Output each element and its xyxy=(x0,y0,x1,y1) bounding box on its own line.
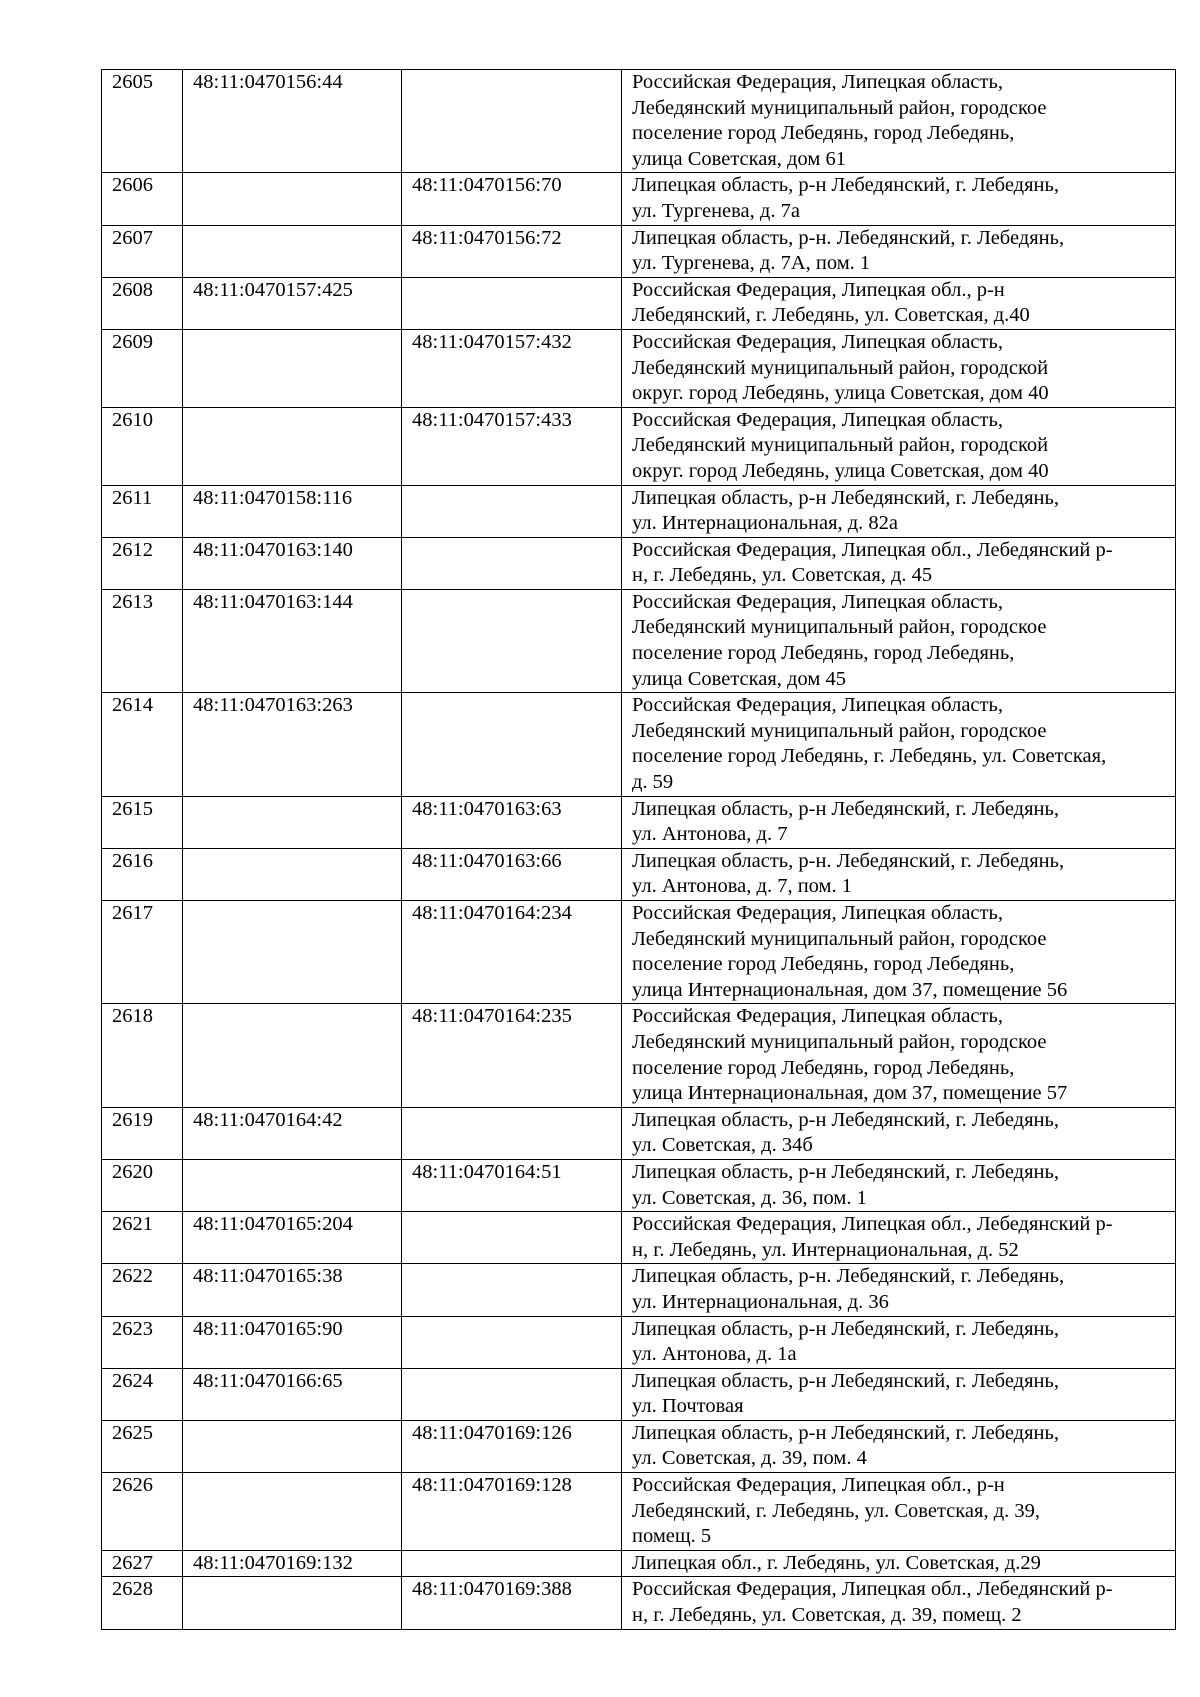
address-cell: Липецкая область, р-н Лебедянский, г. Лебедянь, ул. Антонова, д. 1а xyxy=(622,1316,1176,1368)
land-cadastral-number-cell xyxy=(183,848,402,900)
table-row xyxy=(102,589,1176,692)
land-cadastral-number-cell xyxy=(183,1159,402,1211)
land-cadastral-number-cell xyxy=(183,1004,402,1107)
object-cadastral-number-cell: 48:11:0470156:70 xyxy=(402,173,622,225)
table-row xyxy=(102,485,1176,537)
address-cell: Российская Федерация, Липецкая обл., Лебедянский р- н, г. Лебедянь, ул. Советская, д. 45 xyxy=(622,537,1176,589)
land-cadastral-number-cell xyxy=(183,407,402,485)
land-cadastral-number-cell: 48:11:0470165:204 xyxy=(183,1212,402,1264)
table-row xyxy=(102,848,1176,900)
table-row xyxy=(102,277,1176,329)
address-cell: Российская Федерация, Липецкая область, Лебедянский муниципальный район, городское поселение город Лебедянь, г. Лебедянь, ул. Советская, д. 59 xyxy=(622,693,1176,796)
address-cell: Липецкая область, р-н. Лебедянский, г. Лебедянь, ул. Тургенева, д. 7А, пом. 1 xyxy=(622,225,1176,277)
address-cell: Российская Федерация, Липецкая обл., р-н Лебедянский, г. Лебедянь, ул. Советская, д. 39, помещ. 5 xyxy=(622,1473,1176,1551)
table-row xyxy=(102,1368,1176,1420)
table-row xyxy=(102,1550,1176,1577)
row-number-cell: 2621 xyxy=(102,1212,183,1264)
table-row xyxy=(102,1264,1176,1316)
land-cadastral-number-cell xyxy=(183,173,402,225)
row-number-cell: 2622 xyxy=(102,1264,183,1316)
land-cadastral-number-cell xyxy=(183,901,402,1004)
row-number-cell: 2609 xyxy=(102,329,183,407)
address-cell: Российская Федерация, Липецкая область, Лебедянский муниципальный район, городское поселение город Лебедянь, город Лебедянь, улица Советская, дом 45 xyxy=(622,589,1176,692)
land-cadastral-number-cell: 48:11:0470166:65 xyxy=(183,1368,402,1420)
row-number-cell: 2614 xyxy=(102,693,183,796)
address-cell: Липецкая область, р-н Лебедянский, г. Лебедянь, ул. Интернациональная, д. 82а xyxy=(622,485,1176,537)
address-cell: Липецкая область, р-н Лебедянский, г. Лебедянь, ул. Советская, д. 39, пом. 4 xyxy=(622,1420,1176,1472)
row-number-cell: 2605 xyxy=(102,70,183,173)
row-number-cell: 2626 xyxy=(102,1473,183,1551)
object-cadastral-number-cell xyxy=(402,1550,622,1577)
address-cell: Липецкая область, р-н Лебедянский, г. Лебедянь, ул. Советская, д. 36, пом. 1 xyxy=(622,1159,1176,1211)
object-cadastral-number-cell: 48:11:0470169:126 xyxy=(402,1420,622,1472)
address-cell: Липецкая область, р-н. Лебедянский, г. Лебедянь, ул. Антонова, д. 7, пом. 1 xyxy=(622,848,1176,900)
land-cadastral-number-cell xyxy=(183,329,402,407)
row-number-cell: 2625 xyxy=(102,1420,183,1472)
row-number-cell: 2613 xyxy=(102,589,183,692)
land-cadastral-number-cell xyxy=(183,796,402,848)
land-cadastral-number-cell: 48:11:0470169:132 xyxy=(183,1550,402,1577)
row-number-cell: 2628 xyxy=(102,1577,183,1629)
address-cell: Липецкая область, р-н Лебедянский, г. Лебедянь, ул. Антонова, д. 7 xyxy=(622,796,1176,848)
object-cadastral-number-cell xyxy=(402,693,622,796)
land-cadastral-number-cell xyxy=(183,1473,402,1551)
object-cadastral-number-cell: 48:11:0470163:63 xyxy=(402,796,622,848)
address-cell: Российская Федерация, Липецкая область, Лебедянский муниципальный район, городской округ. город Лебедянь, улица Советская, дом 40 xyxy=(622,407,1176,485)
object-cadastral-number-cell xyxy=(402,537,622,589)
row-number-cell: 2608 xyxy=(102,277,183,329)
object-cadastral-number-cell: 48:11:0470169:388 xyxy=(402,1577,622,1629)
land-cadastral-number-cell: 48:11:0470156:44 xyxy=(183,70,402,173)
address-cell: Российская Федерация, Липецкая область, Лебедянский муниципальный район, городской округ. город Лебедянь, улица Советская, дом 40 xyxy=(622,329,1176,407)
document-page xyxy=(101,69,1175,1630)
object-cadastral-number-cell xyxy=(402,1368,622,1420)
row-number-cell: 2612 xyxy=(102,537,183,589)
land-cadastral-number-cell xyxy=(183,1577,402,1629)
object-cadastral-number-cell xyxy=(402,589,622,692)
land-cadastral-number-cell: 48:11:0470163:263 xyxy=(183,693,402,796)
row-number-cell: 2615 xyxy=(102,796,183,848)
land-cadastral-number-cell: 48:11:0470157:425 xyxy=(183,277,402,329)
land-cadastral-number-cell: 48:11:0470165:90 xyxy=(183,1316,402,1368)
table-row xyxy=(102,1577,1176,1629)
table-row xyxy=(102,1473,1176,1551)
table-row xyxy=(102,796,1176,848)
address-cell: Российская Федерация, Липецкая область, Лебедянский муниципальный район, городское поселение город Лебедянь, город Лебедянь, улица Советская, дом 61 xyxy=(622,70,1176,173)
table-row xyxy=(102,1420,1176,1472)
table-row xyxy=(102,693,1176,796)
address-cell: Российская Федерация, Липецкая обл., Лебедянский р- н, г. Лебедянь, ул. Советская, д. 39, помещ. 2 xyxy=(622,1577,1176,1629)
row-number-cell: 2624 xyxy=(102,1368,183,1420)
land-cadastral-number-cell: 48:11:0470163:144 xyxy=(183,589,402,692)
object-cadastral-number-cell xyxy=(402,70,622,173)
object-cadastral-number-cell xyxy=(402,485,622,537)
table-row xyxy=(102,1316,1176,1368)
address-cell: Российская Федерация, Липецкая обл., р-н Лебедянский, г. Лебедянь, ул. Советская, д.40 xyxy=(622,277,1176,329)
table-row xyxy=(102,537,1176,589)
object-cadastral-number-cell: 48:11:0470163:66 xyxy=(402,848,622,900)
object-cadastral-number-cell xyxy=(402,1107,622,1159)
row-number-cell: 2606 xyxy=(102,173,183,225)
land-cadastral-number-cell: 48:11:0470164:42 xyxy=(183,1107,402,1159)
row-number-cell: 2610 xyxy=(102,407,183,485)
cadastral-registry-table xyxy=(101,69,1176,1630)
address-cell: Российская Федерация, Липецкая обл., Лебедянский р- н, г. Лебедянь, ул. Интернациональная, д. 52 xyxy=(622,1212,1176,1264)
table-row xyxy=(102,173,1176,225)
land-cadastral-number-cell xyxy=(183,225,402,277)
row-number-cell: 2627 xyxy=(102,1550,183,1577)
object-cadastral-number-cell xyxy=(402,1212,622,1264)
row-number-cell: 2618 xyxy=(102,1004,183,1107)
table-row xyxy=(102,901,1176,1004)
row-number-cell: 2620 xyxy=(102,1159,183,1211)
land-cadastral-number-cell xyxy=(183,1420,402,1472)
land-cadastral-number-cell: 48:11:0470158:116 xyxy=(183,485,402,537)
row-number-cell: 2616 xyxy=(102,848,183,900)
object-cadastral-number-cell xyxy=(402,1264,622,1316)
address-cell: Российская Федерация, Липецкая область, Лебедянский муниципальный район, городское поселение город Лебедянь, город Лебедянь, улица Интернациональная, дом 37, помещение 57 xyxy=(622,1004,1176,1107)
table-row xyxy=(102,225,1176,277)
address-cell: Липецкая область, р-н Лебедянский, г. Лебедянь, ул. Тургенева, д. 7а xyxy=(622,173,1176,225)
object-cadastral-number-cell xyxy=(402,1316,622,1368)
address-cell: Липецкая область, р-н Лебедянский, г. Лебедянь, ул. Советская, д. 34б xyxy=(622,1107,1176,1159)
table-row xyxy=(102,329,1176,407)
land-cadastral-number-cell: 48:11:0470163:140 xyxy=(183,537,402,589)
row-number-cell: 2617 xyxy=(102,901,183,1004)
object-cadastral-number-cell: 48:11:0470164:234 xyxy=(402,901,622,1004)
object-cadastral-number-cell: 48:11:0470164:235 xyxy=(402,1004,622,1107)
object-cadastral-number-cell: 48:11:0470169:128 xyxy=(402,1473,622,1551)
table-row xyxy=(102,407,1176,485)
row-number-cell: 2607 xyxy=(102,225,183,277)
table-row xyxy=(102,1212,1176,1264)
row-number-cell: 2611 xyxy=(102,485,183,537)
address-cell: Липецкая область, р-н. Лебедянский, г. Лебедянь, ул. Интернациональная, д. 36 xyxy=(622,1264,1176,1316)
table-row xyxy=(102,1107,1176,1159)
row-number-cell: 2619 xyxy=(102,1107,183,1159)
object-cadastral-number-cell xyxy=(402,277,622,329)
object-cadastral-number-cell: 48:11:0470157:433 xyxy=(402,407,622,485)
address-cell: Липецкая обл., г. Лебедянь, ул. Советская, д.29 xyxy=(622,1550,1176,1577)
object-cadastral-number-cell: 48:11:0470157:432 xyxy=(402,329,622,407)
address-cell: Российская Федерация, Липецкая область, Лебедянский муниципальный район, городское поселение город Лебедянь, город Лебедянь, улица Интернациональная, дом 37, помещение 56 xyxy=(622,901,1176,1004)
address-cell: Липецкая область, р-н Лебедянский, г. Лебедянь, ул. Почтовая xyxy=(622,1368,1176,1420)
object-cadastral-number-cell: 48:11:0470156:72 xyxy=(402,225,622,277)
table-row xyxy=(102,1159,1176,1211)
registry-table-body xyxy=(102,70,1176,1630)
table-row xyxy=(102,1004,1176,1107)
object-cadastral-number-cell: 48:11:0470164:51 xyxy=(402,1159,622,1211)
row-number-cell: 2623 xyxy=(102,1316,183,1368)
land-cadastral-number-cell: 48:11:0470165:38 xyxy=(183,1264,402,1316)
table-row xyxy=(102,70,1176,173)
